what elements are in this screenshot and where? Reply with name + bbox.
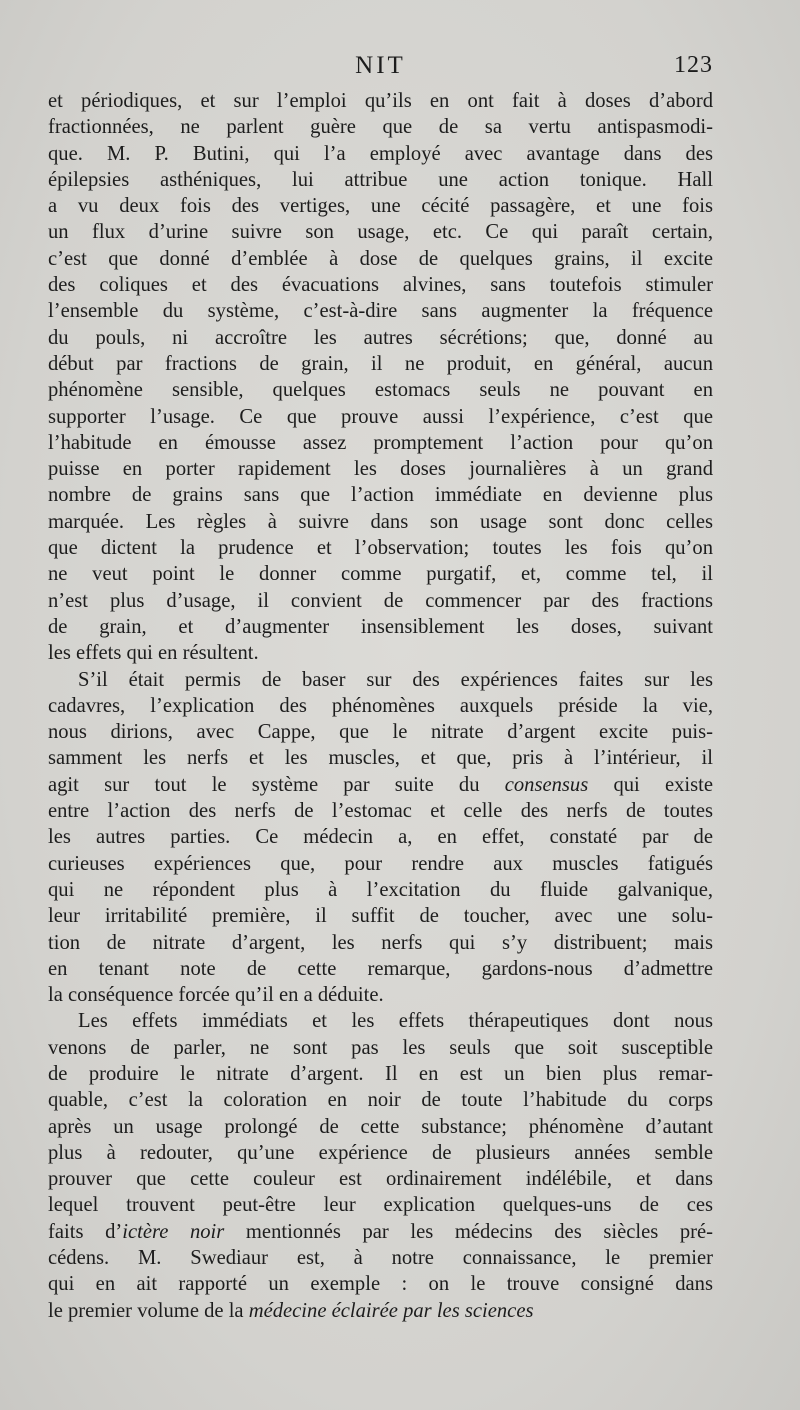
text-line: quable, c’est la coloration en noir de toute l’habitude du corps xyxy=(48,1089,713,1112)
text-line: c’est que donné d’emblée à dose de quelques grains, il excite xyxy=(48,247,713,270)
text-line: que. M. P. Butini, qui l’a employé avec avantage dans des xyxy=(48,142,713,165)
text-line: en tenant note de cette remarque, gardons-nous d’admettre xyxy=(48,957,713,980)
italic-text: ictère noir xyxy=(122,1220,225,1243)
text-line: après un usage prolongé de cette substance; phénomène d’autant xyxy=(48,1115,713,1138)
text-line: nombre de grains sans que l’action immédiate en devienne plus xyxy=(48,484,713,507)
text-line: de grain, et d’augmenter insensiblement les doses, suivant xyxy=(48,615,713,638)
text-line: Les effets immédiats et les effets thérapeutiques dont nous xyxy=(78,1010,713,1033)
text-line: début par fractions de grain, il ne produit, en général, aucun xyxy=(48,352,713,375)
text-line: du pouls, ni accroître les autres sécrétions; que, donné au xyxy=(48,326,713,349)
text-line: ne veut point le donner comme purgatif, et, comme tel, il xyxy=(48,563,713,586)
text-line: l’ensemble du système, c’est-à-dire sans augmenter la fréquence xyxy=(48,300,713,323)
text-line: curieuses expériences que, pour rendre aux muscles fatigués xyxy=(48,852,713,875)
text-line: plus à redouter, qu’une expérience de plusieurs années semble xyxy=(48,1141,713,1164)
text-line: cédens. M. Swediaur est, à notre connaissance, le premier xyxy=(48,1247,713,1270)
text-line: épilepsies asthéniques, lui attribue une action tonique. Hall xyxy=(48,168,713,191)
text-line: entre l’action des nerfs de l’estomac et celle des nerfs de toutes xyxy=(48,800,713,823)
text-line: nous dirions, avec Cappe, que le nitrate d’argent excite puis- xyxy=(48,721,713,744)
text-line: tion de nitrate d’argent, les nerfs qui s’y distribuent; mais xyxy=(48,931,713,954)
text-line: supporter l’usage. Ce que prouve aussi l’expérience, c’est que xyxy=(48,405,713,428)
page-header xyxy=(48,52,713,84)
text-line: faits d’ictère noir mentionnés par les médecins des siècles pré- xyxy=(48,1220,713,1243)
text-line: que dictent la prudence et l’observation; toutes les fois qu’on xyxy=(48,537,713,560)
text-line: leur irritabilité première, il suffit de toucher, avec une solu- xyxy=(48,905,713,928)
text-line: n’est plus d’usage, il convient de commencer par des fractions xyxy=(48,589,713,612)
text-line: lequel trouvent peut-être leur explication quelques-uns de ces xyxy=(48,1194,713,1217)
text-line: un flux d’urine suivre son usage, etc. Ce qui paraît certain, xyxy=(48,221,713,244)
italic-text: consensus xyxy=(504,773,589,796)
text-line: prouver que cette couleur est ordinairement indélébile, et dans xyxy=(48,1168,713,1191)
text-line: marquée. Les règles à suivre dans son usage sont donc celles xyxy=(48,510,713,533)
running-head: NIT xyxy=(355,52,406,79)
text-line: cadavres, l’explication des phénomènes auxquels préside la vie, xyxy=(48,694,713,717)
text-line: phénomène sensible, quelques estomacs seuls ne pouvant en xyxy=(48,379,713,402)
text-line: samment les nerfs et les muscles, et que, pris à l’intérieur, il xyxy=(48,747,713,770)
text-line: S’il était permis de baser sur des expériences faites sur les xyxy=(78,668,713,691)
text-line: a vu deux fois des vertiges, une cécité passagère, et une fois xyxy=(48,195,713,218)
text-line: la conséquence forcée qu’il en a déduite. xyxy=(48,984,384,1007)
text-line: venons de parler, ne sont pas les seuls que soit susceptible xyxy=(48,1036,713,1059)
text-line: agit sur tout le système par suite du consensus qui existe xyxy=(48,773,713,796)
text-line: qui en ait rapporté un exemple : on le trouve consigné dans xyxy=(48,1273,713,1296)
text-line: fractionnées, ne parlent guère que de sa vertu antispasmodi- xyxy=(48,116,713,139)
text-line: qui ne répondent plus à l’excitation du fluide galvanique, xyxy=(48,878,713,901)
page-number: 123 xyxy=(674,52,713,78)
text-line: les effets qui en résultent. xyxy=(48,642,259,665)
text-line: puisse en porter rapidement les doses journalières à un grand xyxy=(48,458,713,481)
text-line: l’habitude en émousse assez promptement l’action pour qu’on xyxy=(48,431,713,454)
text-line: le premier volume de la médecine éclairée par les sciences xyxy=(48,1299,534,1322)
text-line: des coliques et des évacuations alvines, sans toutefois stimuler xyxy=(48,274,713,297)
text-line: de produire le nitrate d’argent. Il en est un bien plus remar- xyxy=(48,1062,713,1085)
italic-text: médecine éclairée par les sciences xyxy=(248,1299,534,1322)
text-line: et périodiques, et sur l’emploi qu’ils en ont fait à doses d’abord xyxy=(48,90,713,112)
body-text xyxy=(48,88,713,1324)
text-line: les autres parties. Ce médecin a, en effet, constaté par de xyxy=(48,826,713,849)
